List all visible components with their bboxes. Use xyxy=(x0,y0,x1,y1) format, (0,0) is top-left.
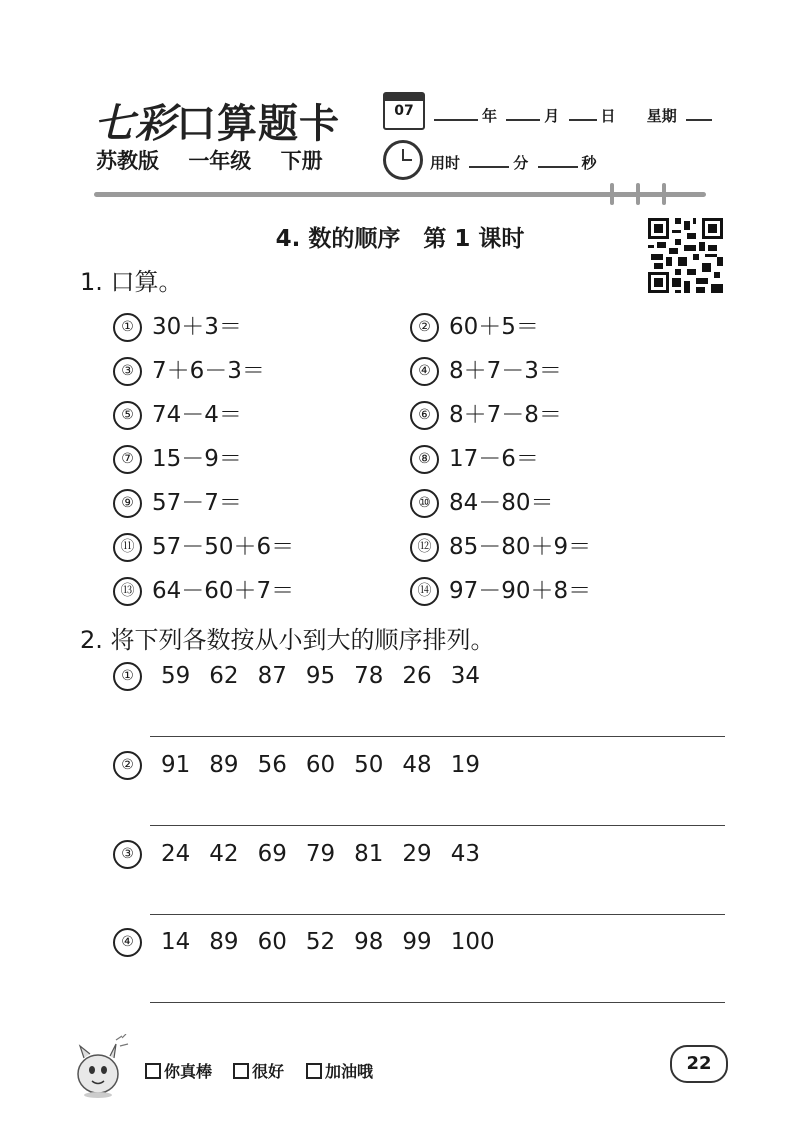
problem-expr: 17－6＝ xyxy=(449,446,539,472)
calendar-icon xyxy=(383,92,425,130)
sort-number: 42 xyxy=(209,841,239,867)
sort-number: 89 xyxy=(209,752,239,778)
problem-expr: 8＋7－8＝ xyxy=(449,402,562,428)
problem-number: ③ xyxy=(113,357,142,386)
sort-number: 60 xyxy=(257,929,287,955)
rating-excellent[interactable] xyxy=(145,1059,212,1082)
problem-number: ⑬ xyxy=(113,577,142,606)
problem-item xyxy=(410,528,591,562)
problem-number: ⑦ xyxy=(113,445,142,474)
problem-expr: 60＋5＝ xyxy=(449,314,539,340)
calendar-bar xyxy=(385,94,423,101)
problem-expr: 64－60＋7＝ xyxy=(152,578,295,604)
problem-expr: 57－7＝ xyxy=(152,490,242,516)
sort-number: 62 xyxy=(209,663,239,689)
sort-number: 59 xyxy=(161,663,191,689)
lesson-title: 4. 数的顺序 第 1 课时 xyxy=(275,226,525,252)
sort-number: 34 xyxy=(450,663,480,689)
brand-qicai: 七彩 xyxy=(94,100,176,147)
rating-label: 很好 xyxy=(252,1062,285,1081)
sort-number: 19 xyxy=(450,752,480,778)
problem-number: ⑤ xyxy=(113,401,142,430)
second-blank[interactable] xyxy=(538,154,578,168)
sort-number: 79 xyxy=(305,841,336,867)
date-year: 年 xyxy=(482,107,498,125)
rating-good[interactable] xyxy=(233,1059,284,1082)
problem-number: ⑭ xyxy=(410,577,439,606)
edition-line xyxy=(96,145,345,175)
sort-number: 26 xyxy=(402,663,432,689)
day-blank[interactable] xyxy=(569,107,597,121)
sort-number: 60 xyxy=(305,752,336,778)
clock-icon xyxy=(383,140,423,180)
sort-number: 89 xyxy=(209,929,239,955)
problem-item xyxy=(410,352,562,386)
sort-number: 43 xyxy=(450,841,480,867)
minute-blank[interactable] xyxy=(469,154,509,168)
problem-expr: 30＋3＝ xyxy=(152,314,242,340)
problem-item xyxy=(113,528,294,562)
answer-line[interactable] xyxy=(150,825,725,826)
problem-item xyxy=(410,308,539,342)
problem-item xyxy=(113,308,242,342)
divider-peg xyxy=(636,183,640,205)
mascot-icon xyxy=(70,1034,132,1100)
calendar-day: 07 xyxy=(394,103,414,119)
problem-item xyxy=(113,440,242,474)
sort-row xyxy=(113,662,499,691)
qr-code-icon[interactable] xyxy=(648,218,723,293)
problem-expr: 8＋7－3＝ xyxy=(449,358,562,384)
problem-item xyxy=(113,572,294,606)
problem-expr: 85－80＋9＝ xyxy=(449,534,592,560)
sort-number: 99 xyxy=(402,929,432,955)
sort-number: 56 xyxy=(257,752,287,778)
problem-number: ⑫ xyxy=(410,533,439,562)
sort-number: 87 xyxy=(257,663,287,689)
problem-item xyxy=(113,352,265,386)
rating-label: 加油哦 xyxy=(325,1062,374,1081)
problem-expr: 15－9＝ xyxy=(152,446,242,472)
sort-number: 29 xyxy=(402,841,432,867)
sort-number: 91 xyxy=(161,752,191,778)
section2-title: 2. 将下列各数按从小到大的顺序排列。 xyxy=(80,626,495,654)
row-number: ② xyxy=(113,751,142,780)
sort-row xyxy=(113,840,499,869)
sort-number: 78 xyxy=(354,663,384,689)
page-number: 22 xyxy=(670,1045,728,1083)
date-month: 月 xyxy=(544,107,560,125)
problem-item xyxy=(410,440,539,474)
checkbox[interactable] xyxy=(233,1063,249,1079)
sort-number: 52 xyxy=(305,929,336,955)
sort-number: 48 xyxy=(402,752,432,778)
volume: 下册 xyxy=(280,149,323,173)
checkbox[interactable] xyxy=(145,1063,161,1079)
problem-item xyxy=(410,484,554,518)
sort-number: 98 xyxy=(354,929,384,955)
problem-number: ① xyxy=(113,313,142,342)
problem-number: ⑥ xyxy=(410,401,439,430)
time-sec: 秒 xyxy=(581,154,597,172)
row-number: ① xyxy=(113,662,142,691)
sort-number: 100 xyxy=(450,929,495,955)
sort-number: 24 xyxy=(161,841,191,867)
divider-peg xyxy=(610,183,614,205)
sort-row xyxy=(113,928,514,957)
problem-expr: 57－50＋6＝ xyxy=(152,534,295,560)
month-blank[interactable] xyxy=(506,107,540,121)
problem-number: ④ xyxy=(410,357,439,386)
problem-item xyxy=(113,396,242,430)
rating-label: 你真棒 xyxy=(164,1062,213,1081)
year-blank[interactable] xyxy=(434,107,478,121)
section1-title: 1. 口算。 xyxy=(80,268,183,296)
problem-item xyxy=(410,572,591,606)
row-number: ④ xyxy=(113,928,142,957)
weekday-blank[interactable] xyxy=(686,107,712,121)
problem-expr: 74－4＝ xyxy=(152,402,242,428)
answer-line[interactable] xyxy=(150,914,725,915)
row-number: ③ xyxy=(113,840,142,869)
checkbox[interactable] xyxy=(306,1063,322,1079)
sort-number: 95 xyxy=(305,663,336,689)
time-min: 分 xyxy=(513,154,529,172)
problem-expr: 97－90＋8＝ xyxy=(449,578,592,604)
date-line xyxy=(430,105,716,126)
problem-number: ⑪ xyxy=(113,533,142,562)
problem-number: ② xyxy=(410,313,439,342)
date-weekday: 星期 xyxy=(646,107,677,125)
problem-expr: 7＋6－3＝ xyxy=(152,358,265,384)
time-line xyxy=(430,152,597,173)
problem-expr: 84－80＝ xyxy=(449,490,554,516)
time-used: 用时 xyxy=(430,154,461,172)
problem-number: ⑧ xyxy=(410,445,439,474)
divider-peg xyxy=(662,183,666,205)
date-day: 日 xyxy=(600,107,616,125)
answer-line[interactable] xyxy=(150,736,725,737)
header-divider xyxy=(94,192,706,197)
edition: 苏教版 xyxy=(96,149,159,173)
sort-number: 69 xyxy=(257,841,287,867)
sort-number: 81 xyxy=(354,841,384,867)
grade: 一年级 xyxy=(188,149,252,173)
brand-title xyxy=(94,92,340,149)
sort-number: 14 xyxy=(161,929,191,955)
problem-number: ⑨ xyxy=(113,489,142,518)
sort-row xyxy=(113,751,499,780)
problem-item xyxy=(410,396,562,430)
brand-rest: 口算题卡 xyxy=(176,101,340,147)
rating-keep-going[interactable] xyxy=(306,1059,373,1082)
problem-number: ⑩ xyxy=(410,489,439,518)
sort-number: 50 xyxy=(354,752,384,778)
answer-line[interactable] xyxy=(150,1002,725,1003)
problem-item xyxy=(113,484,242,518)
